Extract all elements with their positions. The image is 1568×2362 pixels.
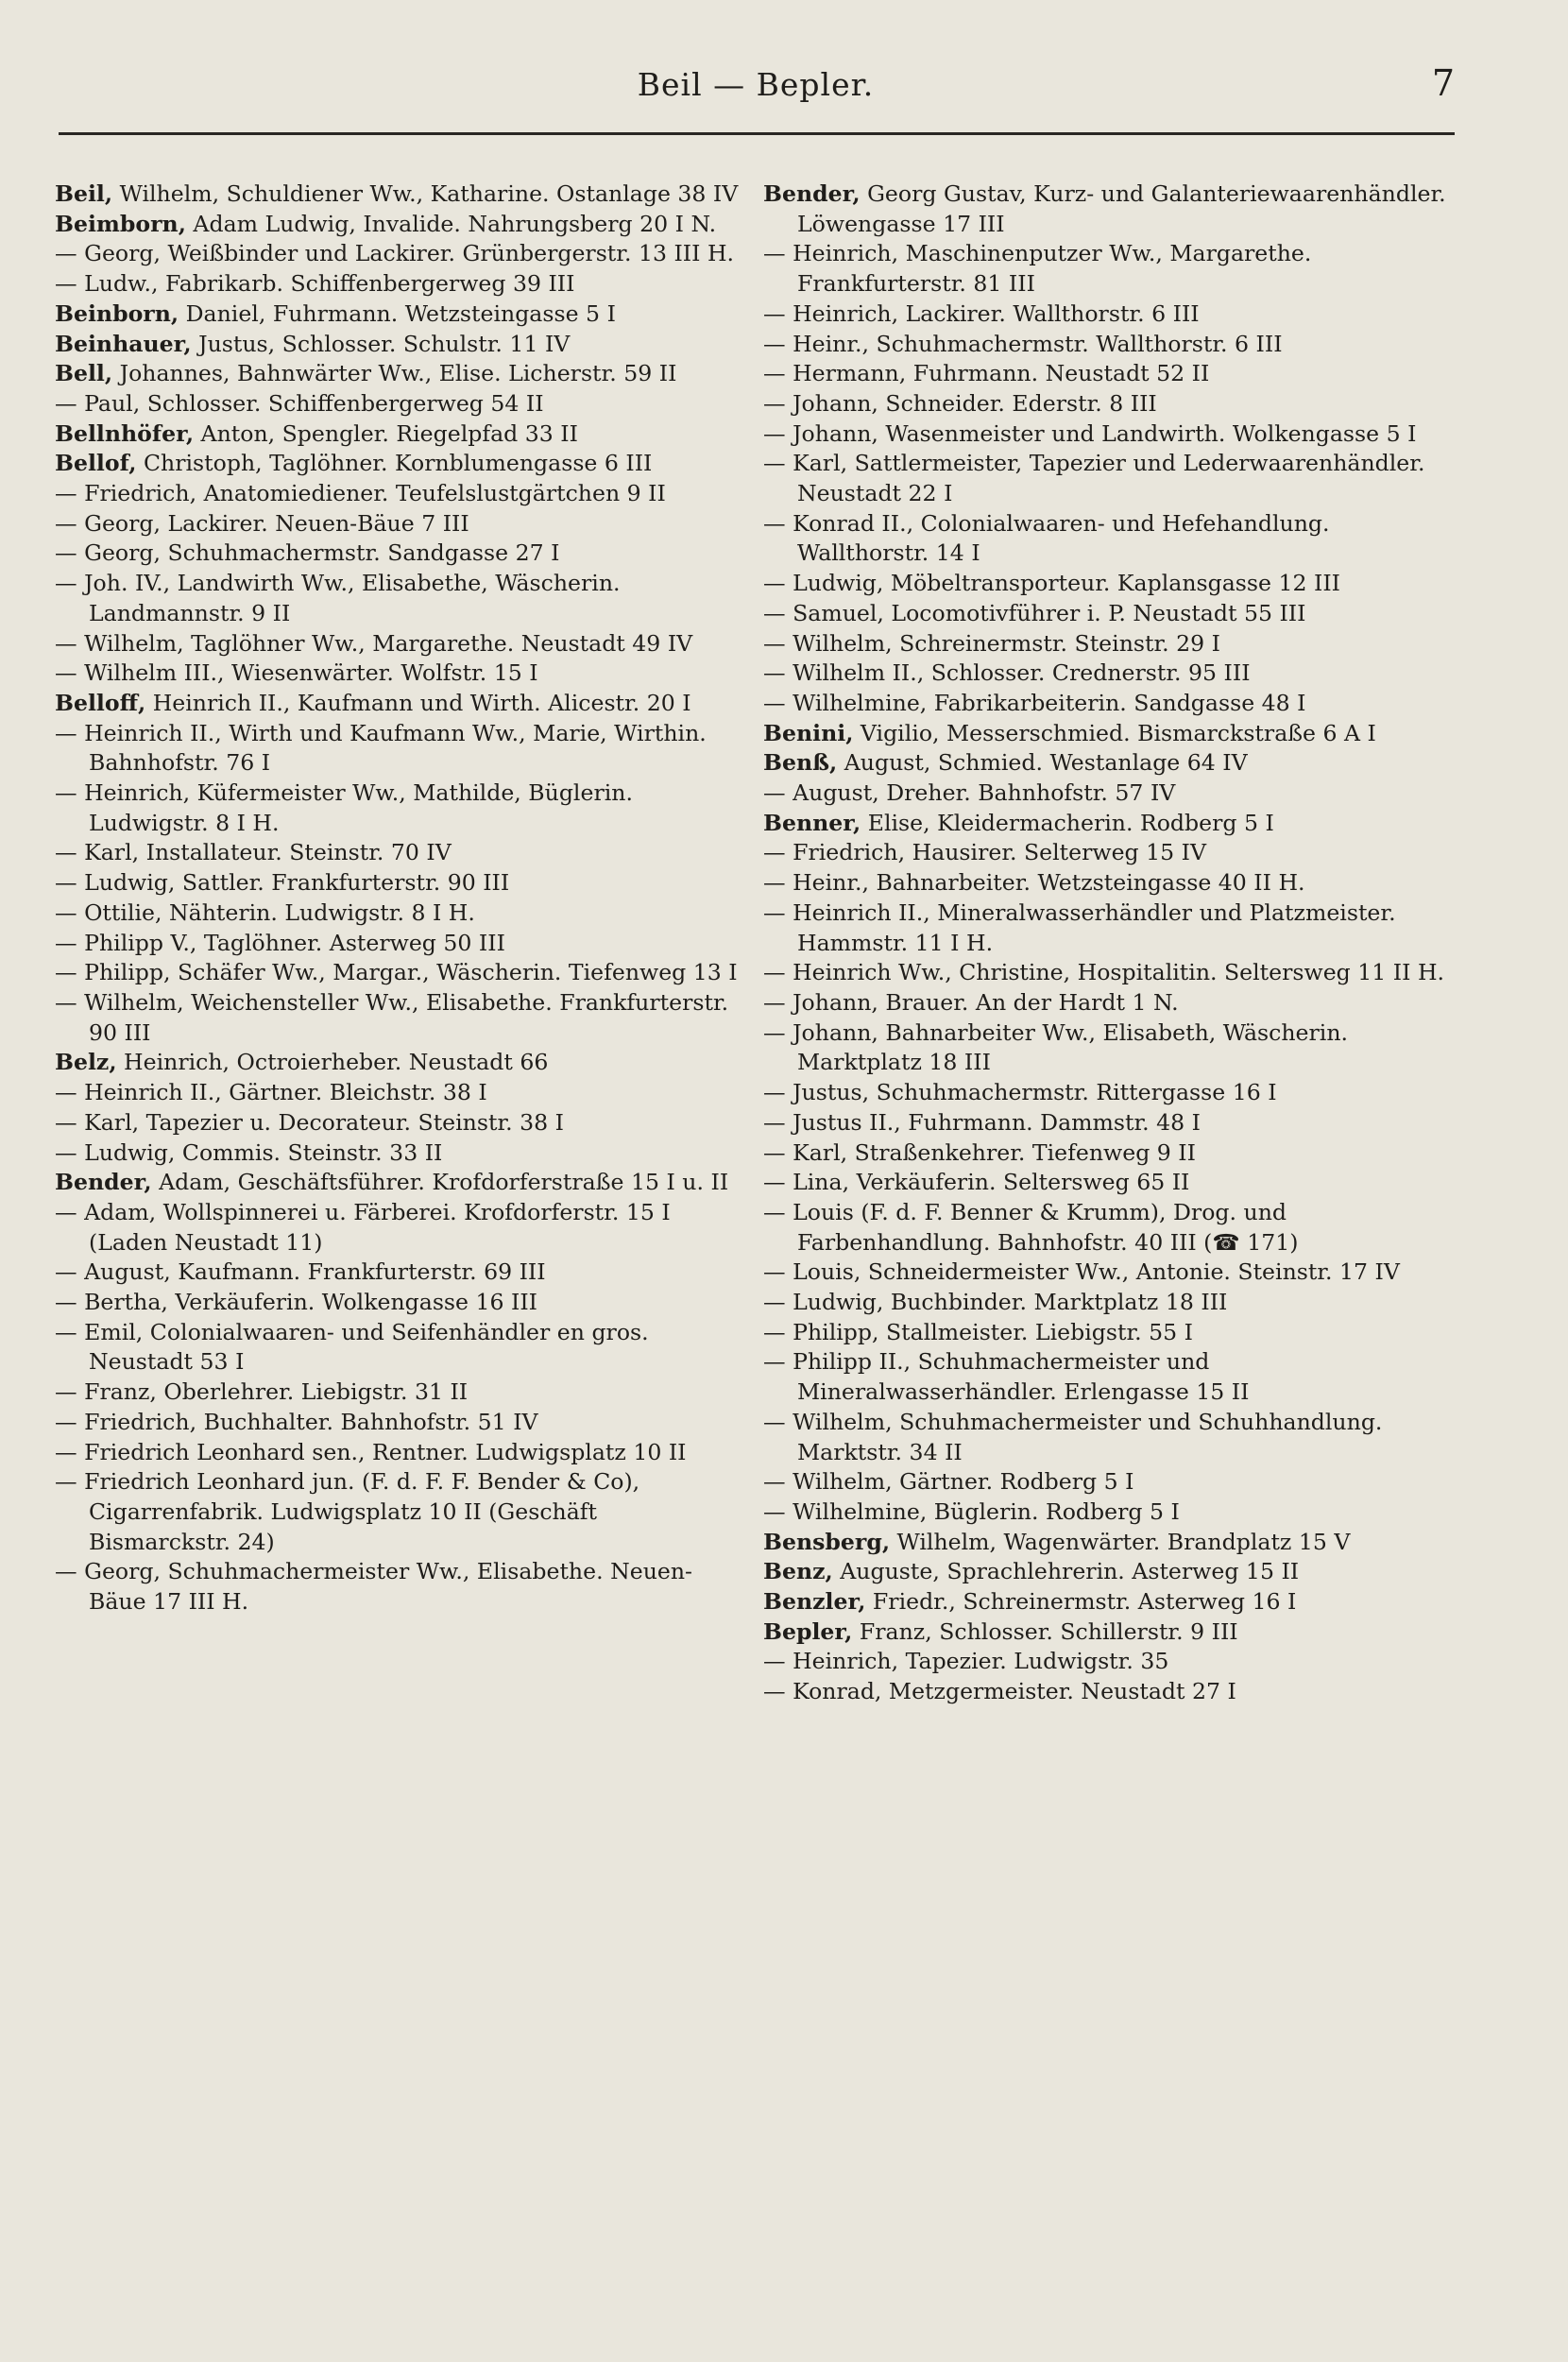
entry-text: — Paul, Schlosser. Schiffenbergerweg 54 II bbox=[55, 389, 544, 417]
entry-text: — Lina, Verkäuferin. Seltersweg 65 II bbox=[763, 1169, 1190, 1196]
entry-text: — Heinrich, Maschinenputzer Ww., Margarethe. Frankfurterstr. 81 III bbox=[763, 240, 1312, 298]
directory-entry bbox=[55, 389, 744, 419]
directory-entry bbox=[763, 1078, 1453, 1108]
directory-entry bbox=[55, 479, 744, 509]
directory-entry bbox=[763, 1258, 1453, 1288]
entry-text: — Wilhelm, Schreinermstr. Steinstr. 29 I bbox=[763, 629, 1221, 657]
entry-text: Johannes, Bahnwärter Ww., Elise. Licherstr. 59 II bbox=[119, 360, 677, 387]
entry-text: — Georg, Schuhmachermstr. Sandgasse 27 I bbox=[55, 539, 560, 567]
directory-entry bbox=[55, 629, 744, 659]
directory-entry bbox=[763, 509, 1453, 569]
entry-surname: Belz , bbox=[55, 1049, 117, 1075]
directory-entry bbox=[763, 899, 1453, 958]
entry-text: — Louis (F. d. F. Benner & Krumm), Drog. und Farbenhandlung. Bahnhofstr. 40 III (☎ 171) bbox=[763, 1198, 1299, 1256]
entry-surname: Beinhauer , bbox=[55, 331, 192, 357]
entry-text: Adam Ludwig, Invalide. Nahrungsberg 20 I N. bbox=[193, 210, 717, 237]
directory-entry bbox=[763, 1647, 1453, 1677]
directory-entry bbox=[763, 629, 1453, 659]
entry-text: Justus, Schlosser. Schulstr. 11 IV bbox=[198, 330, 571, 357]
entry-text: — Emil, Colonialwaaren- und Seifenhändler en gros. Neustadt 53 I bbox=[55, 1318, 649, 1376]
directory-entry bbox=[763, 359, 1453, 389]
directory-entry bbox=[55, 1258, 744, 1288]
entry-text: — Heinrich II., Gärtner. Bleichstr. 38 I bbox=[55, 1079, 487, 1106]
directory-entry bbox=[763, 1108, 1453, 1138]
entry-text: — Georg, Schuhmachermeister Ww., Elisabethe. Neuen-Bäue 17 III H. bbox=[55, 1558, 693, 1616]
entry-text: — Heinrich, Lackirer. Wallthorstr. 6 III bbox=[763, 300, 1200, 327]
directory-entry bbox=[763, 958, 1453, 988]
directory-entry bbox=[763, 599, 1453, 629]
directory-entry bbox=[55, 868, 744, 899]
directory-entry bbox=[763, 1467, 1453, 1498]
directory-entry bbox=[763, 330, 1453, 360]
entry-text: — Philipp, Stallmeister. Liebigstr. 55 I bbox=[763, 1318, 1193, 1345]
header-rule bbox=[59, 132, 1455, 135]
entry-text: — Wilhelm, Schuhmachermeister und Schuhhandlung. Marktstr. 34 II bbox=[763, 1408, 1383, 1465]
directory-entry bbox=[55, 569, 744, 628]
directory-entry bbox=[55, 1108, 744, 1138]
entry-text: — Friedrich, Buchhalter. Bahnhofstr. 51 IV bbox=[55, 1408, 538, 1435]
directory-entry bbox=[55, 1467, 744, 1557]
directory-entry bbox=[763, 779, 1453, 809]
entry-text: Adam, Geschäftsführer. Krofdorferstraße 15 I u. II bbox=[159, 1169, 729, 1196]
directory-entry bbox=[763, 988, 1453, 1018]
entry-text: — Philipp V., Taglöhner. Asterweg 50 III bbox=[55, 929, 505, 956]
directory-entry bbox=[763, 1498, 1453, 1528]
directory-entry bbox=[55, 1288, 744, 1318]
entry-surname: Beil , bbox=[55, 180, 112, 207]
entry-text: Wilhelm, Schuldiener Ww., Katharine. Ostanlage 38 IV bbox=[119, 180, 739, 207]
entry-text: — Ludwig, Buchbinder. Marktplatz 18 III bbox=[763, 1289, 1228, 1316]
entry-text: Auguste, Sprachlehrerin. Asterweg 15 II bbox=[840, 1558, 1300, 1585]
directory-entry bbox=[763, 569, 1453, 599]
directory-entry bbox=[763, 1677, 1453, 1707]
entry-surname: Bellof , bbox=[55, 450, 136, 476]
entry-text: — Philipp, Schäfer Ww., Margar., Wäscherin. Tiefenweg 13 I bbox=[55, 959, 738, 986]
entry-text: — August, Dreher. Bahnhofstr. 57 IV bbox=[763, 779, 1176, 807]
directory-entry bbox=[763, 748, 1453, 779]
directory-entry bbox=[55, 300, 744, 330]
entry-text: — Ludw., Fabrikarb. Schiffenbergerweg 39 III bbox=[55, 270, 575, 298]
directory-entry bbox=[55, 1318, 744, 1378]
directory-entry bbox=[55, 509, 744, 539]
entry-surname: Beinborn , bbox=[55, 300, 179, 327]
directory-entry bbox=[763, 1557, 1453, 1587]
entry-text: — Karl, Straßenkehrer. Tiefenweg 9 II bbox=[763, 1138, 1196, 1166]
entry-text: Heinrich II., Kaufmann und Wirth. Alicestr. 20 I bbox=[152, 689, 691, 716]
entry-text: — Louis, Schneidermeister Ww., Antonie. Steinstr. 17 IV bbox=[763, 1258, 1400, 1286]
entry-text: — Johann, Bahnarbeiter Ww., Elisabeth, Wäscherin. Marktplatz 18 III bbox=[763, 1018, 1349, 1076]
directory-entry bbox=[55, 988, 744, 1048]
directory-entry bbox=[763, 1408, 1453, 1467]
directory-entry bbox=[763, 1528, 1453, 1558]
page-number: 7 bbox=[1431, 62, 1455, 104]
directory-entry bbox=[55, 838, 744, 868]
directory-entry bbox=[763, 1617, 1453, 1648]
entry-text: — Friedrich Leonhard jun. (F. d. F. F. Bender & Co), Cigarrenfabrik. Ludwigsplatz 10 II (Geschäft Bismarckstr. 24) bbox=[55, 1468, 640, 1555]
directory-entry bbox=[763, 389, 1453, 419]
entry-surname: Belloff , bbox=[55, 690, 145, 716]
directory-entry bbox=[55, 1408, 744, 1438]
entry-text: — Wilhelm, Gärtner. Rodberg 5 I bbox=[763, 1468, 1134, 1496]
entry-text: Franz, Schlosser. Schillerstr. 9 III bbox=[859, 1617, 1238, 1645]
entry-surname: Benß , bbox=[763, 749, 837, 776]
directory-entry bbox=[55, 899, 744, 929]
entry-text: Daniel, Fuhrmann. Wetzsteingasse 5 I bbox=[185, 300, 616, 327]
entry-text: — Heinrich, Tapezier. Ludwigstr. 35 bbox=[763, 1648, 1169, 1675]
entry-text: — Johann, Schneider. Ederstr. 8 III bbox=[763, 389, 1157, 417]
directory-entry bbox=[763, 1347, 1453, 1407]
entry-text: — Karl, Installateur. Steinstr. 70 IV bbox=[55, 839, 452, 866]
directory-entry bbox=[55, 1048, 744, 1078]
directory-entry bbox=[55, 449, 744, 479]
directory-entry bbox=[55, 330, 744, 360]
entry-text: — Heinrich II., Mineralwasserhändler und Platzmeister. Hammstr. 11 I H. bbox=[763, 899, 1396, 956]
entry-text: — Samuel, Locomotivführer i. P. Neustadt 55 III bbox=[763, 599, 1306, 626]
entry-text: — Heinr., Schuhmachermstr. Wallthorstr. 6 III bbox=[763, 330, 1283, 357]
entry-text: Heinrich, Octroierheber. Neustadt 66 bbox=[124, 1049, 549, 1076]
directory-entry bbox=[55, 419, 744, 450]
entry-text: — Wilhelm III., Wiesenwärter. Wolfstr. 15 I bbox=[55, 659, 538, 687]
directory-entry bbox=[55, 180, 744, 210]
directory-entry bbox=[763, 449, 1453, 508]
entry-text: Friedr., Schreinermstr. Asterweg 16 I bbox=[872, 1588, 1297, 1616]
entry-text: — Georg, Lackirer. Neuen-Bäue 7 III bbox=[55, 509, 469, 537]
directory-entry bbox=[55, 1198, 744, 1258]
entry-text: Georg Gustav, Kurz- und Galanteriewaarenhändler. Löwengasse 17 III bbox=[797, 180, 1446, 237]
entry-surname: Benini , bbox=[763, 720, 853, 746]
directory-entry bbox=[55, 539, 744, 569]
entry-text: — Philipp II., Schuhmachermeister und Mineralwasserhändler. Erlengasse 15 II bbox=[763, 1348, 1250, 1406]
entry-text: — Ludwig, Commis. Steinstr. 33 II bbox=[55, 1138, 443, 1166]
directory-entry bbox=[55, 1078, 744, 1108]
entry-text: — Georg, Weißbinder und Lackirer. Grünbergerstr. 13 III H. bbox=[55, 240, 735, 267]
directory-entry bbox=[763, 300, 1453, 330]
entry-text: — Konrad II., Colonialwaaren- und Hefehandlung. Wallthorstr. 14 I bbox=[763, 509, 1330, 567]
right-column bbox=[763, 180, 1453, 1707]
entry-text: — Wilhelm II., Schlosser. Crednerstr. 95 III bbox=[763, 659, 1251, 687]
entry-text: Wilhelm, Wagenwärter. Brandplatz 15 V bbox=[896, 1528, 1351, 1555]
directory-entry bbox=[763, 1198, 1453, 1258]
directory-entry bbox=[55, 659, 744, 689]
directory-entry bbox=[55, 689, 744, 719]
directory-entry bbox=[55, 719, 744, 779]
entry-text: — Wilhelmine, Fabrikarbeiterin. Sandgasse 48 I bbox=[763, 689, 1306, 716]
directory-entry bbox=[763, 809, 1453, 839]
entry-surname: Bender , bbox=[55, 1169, 152, 1195]
directory-entry bbox=[55, 779, 744, 838]
entry-text: — Johann, Wasenmeister und Landwirth. Wolkengasse 5 I bbox=[763, 419, 1417, 447]
entry-text: — Ludwig, Möbeltransporteur. Kaplansgasse 12 III bbox=[763, 570, 1340, 597]
directory-entry bbox=[763, 868, 1453, 899]
directory-entry bbox=[763, 1318, 1453, 1348]
entry-text: — Karl, Sattlermeister, Tapezier und Lederwaarenhändler. Neustadt 22 I bbox=[763, 450, 1425, 507]
entry-surname: Bellnhöfer , bbox=[55, 420, 194, 447]
directory-entry bbox=[55, 359, 744, 389]
entry-text: — Heinr., Bahnarbeiter. Wetzsteingasse 40 II H. bbox=[763, 869, 1305, 897]
entry-text: — Joh. IV., Landwirth Ww., Elisabethe, Wäscherin. Landmannstr. 9 II bbox=[55, 570, 621, 626]
entry-text: — Ottilie, Nähterin. Ludwigstr. 8 I H. bbox=[55, 899, 475, 926]
directory-entry bbox=[55, 1438, 744, 1468]
entry-text: — Justus II., Fuhrmann. Dammstr. 48 I bbox=[763, 1108, 1201, 1136]
directory-entry bbox=[55, 210, 744, 240]
directory-entry bbox=[763, 1288, 1453, 1318]
directory-entry bbox=[55, 929, 744, 959]
directory-entry bbox=[55, 1168, 744, 1198]
entry-surname: Benzler , bbox=[763, 1588, 865, 1615]
entry-text: Anton, Spengler. Riegelpfad 33 II bbox=[200, 419, 578, 447]
directory-entry bbox=[763, 689, 1453, 719]
entry-text: — Friedrich, Anatomiediener. Teufelslustgärtchen 9 II bbox=[55, 480, 666, 507]
directory-entry bbox=[55, 1378, 744, 1408]
entry-text: — Friedrich Leonhard sen., Rentner. Ludwigsplatz 10 II bbox=[55, 1438, 687, 1465]
left-column bbox=[55, 180, 744, 1617]
entry-text: — Heinrich Ww., Christine, Hospitalitin. Seltersweg 11 II H. bbox=[763, 959, 1445, 986]
entry-text: — Hermann, Fuhrmann. Neustadt 52 II bbox=[763, 360, 1210, 387]
directory-entry bbox=[55, 269, 744, 300]
entry-text: — Konrad, Metzgermeister. Neustadt 27 I bbox=[763, 1678, 1236, 1705]
entry-text: — Bertha, Verkäuferin. Wolkengasse 16 III bbox=[55, 1289, 537, 1316]
directory-entry bbox=[55, 239, 744, 269]
entry-surname: Benz , bbox=[763, 1558, 833, 1584]
entry-text: — Johann, Brauer. An der Hardt 1 N. bbox=[763, 988, 1179, 1016]
entry-text: — August, Kaufmann. Frankfurterstr. 69 III bbox=[55, 1258, 546, 1286]
directory-entry bbox=[763, 1168, 1453, 1198]
directory-entry bbox=[763, 419, 1453, 450]
entry-text: Elise, Kleidermacherin. Rodberg 5 I bbox=[867, 809, 1274, 836]
directory-entry bbox=[763, 1138, 1453, 1169]
entry-text: — Ludwig, Sattler. Frankfurterstr. 90 III bbox=[55, 869, 510, 897]
entry-text: — Adam, Wollspinnerei u. Färberei. Krofdorferstr. 15 I (Laden Neustadt 11) bbox=[55, 1198, 671, 1256]
directory-entry bbox=[763, 180, 1453, 239]
entry-text: — Karl, Tapezier u. Decorateur. Steinstr. 38 I bbox=[55, 1108, 564, 1136]
directory-entry bbox=[55, 1557, 744, 1617]
entry-surname: Bender , bbox=[763, 180, 861, 207]
entry-text: — Franz, Oberlehrer. Liebigstr. 31 II bbox=[55, 1378, 469, 1406]
directory-entry bbox=[763, 1587, 1453, 1617]
entry-surname: Beimborn , bbox=[55, 211, 186, 237]
page-header bbox=[57, 59, 1455, 115]
entry-text: — Heinrich II., Wirth und Kaufmann Ww., Marie, Wirthin. Bahnhofstr. 76 I bbox=[55, 719, 707, 777]
entry-text: Vigilio, Messerschmied. Bismarckstraße 6 A I bbox=[860, 719, 1376, 746]
directory-entry bbox=[763, 719, 1453, 749]
directory-entry bbox=[55, 1138, 744, 1169]
entry-text: — Heinrich, Küfermeister Ww., Mathilde, Büglerin. Ludwigstr. 8 I H. bbox=[55, 779, 633, 836]
directory-entry bbox=[55, 958, 744, 988]
entry-surname: Benner , bbox=[763, 810, 861, 836]
running-title: Beil — Bepler. bbox=[637, 66, 875, 103]
entry-text: — Wilhelm, Taglöhner Ww., Margarethe. Neustadt 49 IV bbox=[55, 629, 693, 657]
entry-text: — Friedrich, Hausirer. Selterweg 15 IV bbox=[763, 839, 1207, 866]
entry-surname: Bell , bbox=[55, 360, 112, 386]
entry-surname: Bepler , bbox=[763, 1618, 852, 1645]
entry-text: — Wilhelmine, Büglerin. Rodberg 5 I bbox=[763, 1498, 1180, 1525]
entry-surname: Bensberg , bbox=[763, 1529, 890, 1555]
directory-entry bbox=[763, 239, 1453, 299]
entry-text: — Wilhelm, Weichensteller Ww., Elisabethe. Frankfurterstr. 90 III bbox=[55, 988, 729, 1046]
entry-text: — Justus, Schuhmachermstr. Rittergasse 16 I bbox=[763, 1079, 1277, 1106]
entry-text: Christoph, Taglöhner. Kornblumengasse 6 III bbox=[143, 450, 653, 477]
entry-text: August, Schmied. Westanlage 64 IV bbox=[844, 749, 1248, 777]
directory-entry bbox=[763, 659, 1453, 689]
directory-entry bbox=[763, 1018, 1453, 1078]
directory-entry bbox=[763, 838, 1453, 868]
